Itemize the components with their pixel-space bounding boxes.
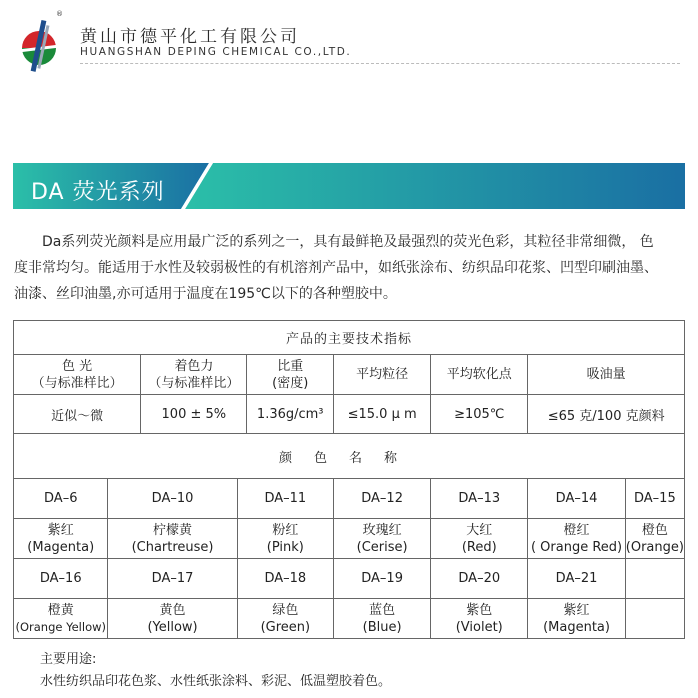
header-hue: [14, 355, 141, 395]
color-code: DA–6: [14, 479, 108, 519]
header-density-line2: (密度): [272, 375, 309, 391]
color-name-cn: 柠檬黄: [153, 522, 193, 538]
usage-title: 主要用途:: [40, 652, 97, 667]
value-oil-absorption: ≤65 克/100 克颜料: [528, 395, 685, 434]
color-name: [431, 599, 528, 639]
color-name-cn: 绿色: [272, 602, 299, 618]
header-density-line1: 比重: [277, 358, 304, 374]
color-name-cn: 紫色: [466, 602, 493, 618]
color-name: [14, 599, 108, 639]
color-code: DA–10: [108, 479, 237, 519]
header-oil-absorption: 吸油量: [528, 355, 685, 395]
company-header: [0, 0, 698, 80]
spec-table-title: 产品的主要技术指标: [14, 321, 685, 355]
color-name-en: (Green): [260, 619, 311, 635]
header-hue-line1: 色 光: [62, 358, 93, 374]
color-name-empty: [625, 599, 684, 639]
header-density: [247, 355, 334, 395]
value-strength: 100 ± 5%: [141, 395, 247, 434]
color-name: [431, 519, 528, 559]
header-softening-point: 平均软化点: [431, 355, 528, 395]
color-name-en: (Blue): [362, 619, 402, 635]
color-name-en: ( Orange Red): [530, 539, 623, 555]
intro-line-1: Da系列荧光颜料是应用最广泛的系列之一，具有最鲜艳及最强烈的荧光色彩，其粒径非常细微， 色: [42, 234, 654, 250]
color-name: [237, 519, 333, 559]
color-name-en: (Red): [461, 539, 497, 555]
color-name-cn: 蓝色: [369, 602, 396, 618]
color-names-title: 颜色名称: [14, 434, 685, 479]
color-name-en: (Orange): [625, 539, 684, 555]
header-strength-line2: （与标准样比）: [148, 375, 240, 391]
color-name: [237, 599, 333, 639]
color-code: DA–14: [528, 479, 625, 519]
color-code: DA–13: [431, 479, 528, 519]
color-name-cn: 橙色: [641, 522, 668, 538]
color-code: DA–18: [237, 559, 333, 599]
color-name-cn: 粉红: [272, 522, 299, 538]
color-name: [108, 599, 237, 639]
color-name-cn: 大红: [466, 522, 493, 538]
color-name: [528, 599, 625, 639]
color-code: DA–17: [108, 559, 237, 599]
color-name: [14, 519, 108, 559]
value-softening-point: ≥105℃: [431, 395, 528, 434]
series-banner: [13, 163, 685, 209]
color-code: DA–15: [625, 479, 684, 519]
color-code: DA–20: [431, 559, 528, 599]
color-name-en: (Magenta): [27, 539, 95, 555]
color-name-cn: 橙红: [563, 522, 590, 538]
company-logo: [8, 14, 70, 76]
value-hue: 近似～微: [14, 395, 141, 434]
color-name-en: (Yellow): [147, 619, 198, 635]
registered-mark: ®: [56, 10, 63, 18]
intro-line-3: 油漆、丝印油墨,亦可适用于温度在195℃以下的各种塑胶中。: [14, 286, 397, 302]
color-name: [334, 519, 431, 559]
color-code: DA–16: [14, 559, 108, 599]
color-name: [625, 519, 684, 559]
color-name-cn: 橙黄: [47, 602, 74, 618]
intro-line-2: 度非常均匀。能适用于水性及较弱极性的有机溶剂产品中，如纸张涂布、纺织品印花浆、凹型印刷油墨、: [14, 260, 658, 276]
usage-text: 水性纺织品印花色浆、水性纸张涂料、彩泥、低温塑胶着色。: [40, 674, 392, 689]
color-code: DA–19: [334, 559, 431, 599]
color-code: DA–11: [237, 479, 333, 519]
header-strength-line1: 着色力: [174, 358, 214, 374]
color-name-cn: 黄色: [159, 602, 186, 618]
header-hue-line2: （与标准样比）: [31, 375, 123, 391]
color-code: DA–12: [334, 479, 431, 519]
company-name-en: HUANGSHAN DEPING CHEMICAL CO.,LTD.: [80, 46, 352, 58]
intro-paragraph: [14, 229, 684, 307]
color-code-empty: [625, 559, 684, 599]
header-particle-size: 平均粒径: [334, 355, 431, 395]
company-name-cn: 黄山市德平化工有限公司: [80, 27, 300, 47]
color-name: [334, 599, 431, 639]
value-density: 1.36g/cm³: [247, 395, 334, 434]
spec-table: [13, 320, 685, 639]
header-divider: [80, 63, 680, 64]
color-name-cn: 玫瑰红: [362, 522, 402, 538]
color-name-en: (Magenta): [543, 619, 610, 635]
banner-title: DA 荧光系列: [31, 180, 165, 205]
header-strength: [141, 355, 247, 395]
value-particle-size: ≤15.0 μ m: [334, 395, 431, 434]
color-name-en: (Orange Yellow): [15, 619, 106, 634]
color-name-en: (Violet): [455, 619, 503, 635]
color-name-en: (Chartreuse): [131, 539, 214, 555]
color-name-en: (Pink): [266, 539, 304, 555]
color-name-cn: 紫红: [47, 522, 74, 538]
color-name-cn: 紫红: [563, 602, 590, 618]
color-code: DA–21: [528, 559, 625, 599]
color-name-en: (Cerise): [356, 539, 408, 555]
color-name: [528, 519, 625, 559]
color-name: [108, 519, 237, 559]
